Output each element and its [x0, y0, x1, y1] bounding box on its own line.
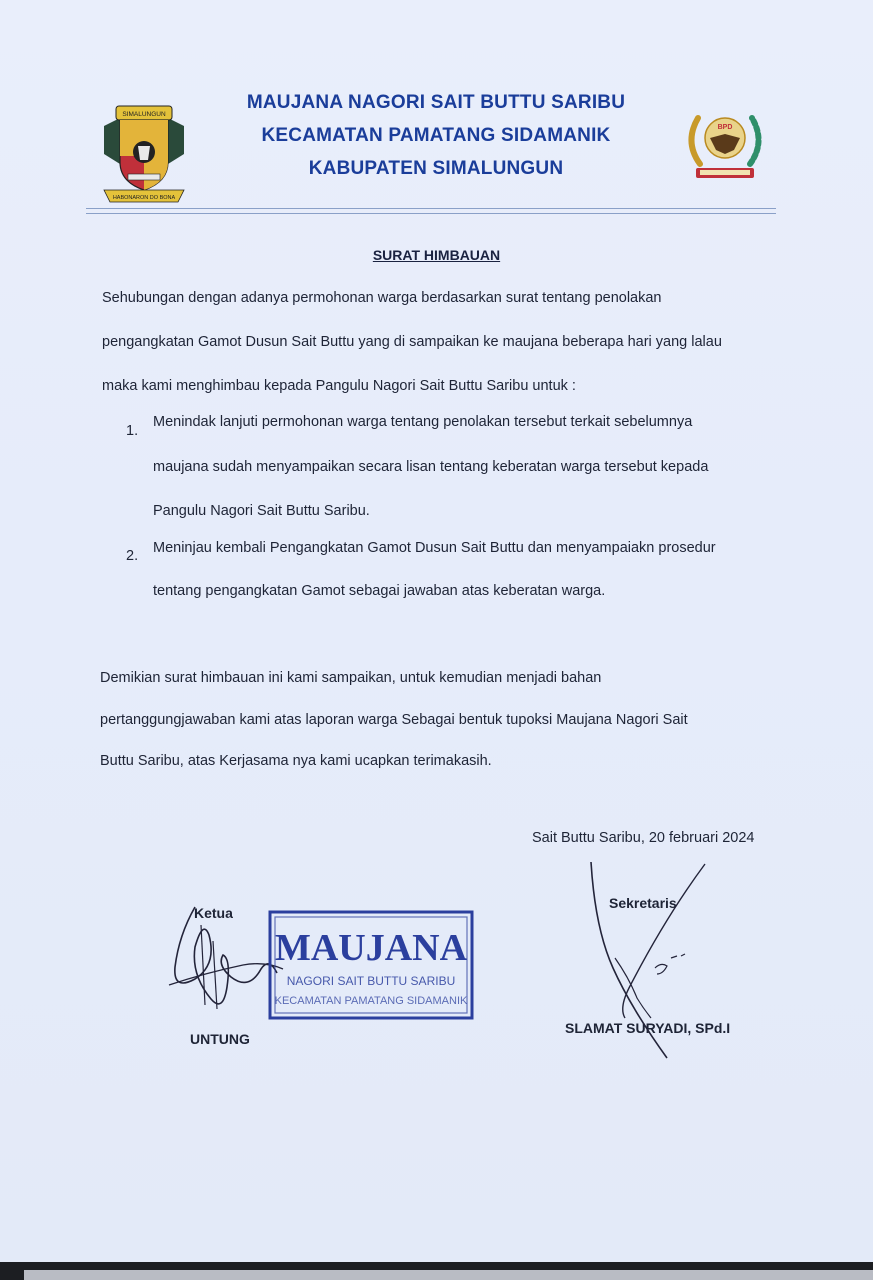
closing-line-1	[100, 670, 601, 686]
bottom-strip	[24, 1270, 873, 1280]
left-signatory-name: UNTUNG	[190, 1031, 250, 1047]
item-1-text-1: Menindak lanjuti permohonan warga tentang penolakan tersebut terkait sebelumnya	[153, 414, 693, 430]
closing-text-3: Buttu Saribu, atas Kerjasama nya kami ucapkan terimakasih.	[100, 753, 492, 769]
header-line-3: KABUPATEN SIMALUNGUN	[308, 158, 564, 179]
item-1-line-2	[153, 459, 708, 475]
intro-text-3: maka kami menghimbau kepada Pangulu Nagori Sait Buttu Saribu untuk :	[102, 378, 576, 394]
svg-text:MAUJANA: MAUJANA	[274, 927, 468, 969]
right-signature-icon	[585, 858, 715, 1068]
closing-text-2: pertanggungjawaban kami atas laporan warga Sebagai bentuk tupoksi Maujana Nagori Sait	[100, 712, 688, 728]
closing-text-1: Demikian surat himbauan ini kami sampaikan, untuk kemudian menjadi bahan	[100, 670, 602, 686]
intro-line-2	[102, 334, 722, 350]
closing-line-2	[100, 712, 688, 728]
left-signatory-role: Ketua	[194, 905, 233, 921]
item-2-text-2: tentang pengangkatan Gamot sebagai jawaban atas keberatan warga.	[153, 583, 606, 599]
simalungun-logo-icon	[98, 104, 190, 206]
svg-text:BPD: BPD	[717, 124, 733, 131]
intro-text-1: Sehubungan dengan adanya permohonan warga berdasarkan surat tentang penolakan	[102, 290, 662, 306]
right-signatory-role: Sekretaris	[609, 895, 677, 911]
item-2-line-1	[153, 540, 716, 556]
item-2-line-2	[153, 583, 605, 599]
intro-line-1	[102, 290, 768, 306]
item-1-line-1	[153, 414, 692, 430]
place-date	[532, 830, 754, 846]
item-1-text-3: Pangulu Nagori Sait Buttu Saribu.	[153, 503, 370, 519]
header-rule-top	[86, 208, 776, 209]
svg-text:HABONARON DO BONA: HABONARON DO BONA	[112, 195, 176, 201]
item-2-number: 2.	[126, 548, 139, 564]
item-2-text-1: Meninjau kembali Pengangkatan Gamot Dusun Sait Buttu dan menyampaiakn prosedur	[153, 540, 716, 556]
right-signatory-name: SLAMAT SURYADI, SPd.I	[565, 1020, 731, 1036]
item-1-text-2: maujana sudah menyampaikan secara lisan tentang keberatan warga tersebut kepada	[153, 459, 709, 475]
intro-text-2: pengangkatan Gamot Dusun Sait Buttu yang di sampaikan ke maujana beberapa hari yang lalau	[102, 334, 722, 350]
header-line-2: KECAMATAN PAMATANG SIDAMANIK	[261, 125, 611, 146]
place-date-text: Sait Buttu Saribu, 20 februari 2024	[532, 830, 755, 846]
closing-line-3	[100, 753, 492, 769]
svg-text:KECAMATAN PAMATANG SIDAMANIK: KECAMATAN PAMATANG SIDAMANIK	[274, 995, 468, 1007]
maujana-stamp-icon	[268, 910, 474, 1022]
item-1-number: 1.	[126, 423, 139, 439]
intro-line-3	[102, 378, 576, 394]
item-1-line-3	[153, 503, 370, 519]
letter-title: SURAT HIMBAUAN	[372, 247, 501, 263]
header-line-1: MAUJANA NAGORI SAIT BUTTU SARIBU	[246, 92, 626, 113]
svg-text:NAGORI SAIT BUTTU SARIBU: NAGORI SAIT BUTTU SARIBU	[286, 974, 456, 988]
bpd-logo-icon	[682, 104, 768, 186]
svg-text:SIMALUNGUN: SIMALUNGUN	[122, 111, 166, 118]
header-rule-bottom	[86, 213, 776, 214]
